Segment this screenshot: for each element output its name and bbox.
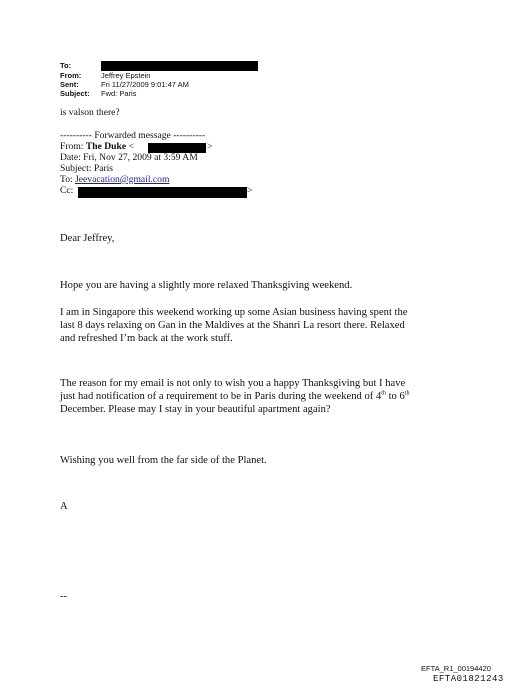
- header-to-label: To:: [60, 61, 72, 70]
- signature-dashes: --: [60, 591, 68, 602]
- header-from-value: Jeffrey Epstein: [101, 71, 151, 80]
- footer-bates-id-2: EFTA01821243: [433, 674, 504, 684]
- letter-greeting: Dear Jeffrey,: [60, 233, 115, 244]
- letter-signoff: A: [60, 501, 68, 512]
- question-line: is valson there?: [60, 107, 120, 118]
- letter-paragraph-3-line-1: The reason for my email is not only to wish you a happy Thanksgiving but I have: [60, 378, 406, 389]
- footer-bates-id-1: EFTA_R1_00194420: [421, 664, 491, 673]
- letter-paragraph-3-line-3: December. Please may I stay in your beautiful apartment again?: [60, 404, 331, 415]
- header-sent-value: Fri 11/27/2009 9:01:47 AM: [101, 80, 189, 89]
- header-subject-label: Subject:: [60, 89, 90, 98]
- forward-cc-close: >: [247, 185, 253, 196]
- letter-paragraph-1: Hope you are having a slightly more relaxed Thanksgiving weekend.: [60, 280, 353, 291]
- forward-to: To: Jeevacation@gmail.com: [60, 174, 170, 185]
- forward-from: From: The Duke <: [60, 141, 134, 152]
- forward-from-name: The Duke: [85, 141, 127, 152]
- forward-to-email-link[interactable]: Jeevacation@gmail.com: [75, 174, 170, 185]
- forward-from-close: >: [207, 141, 213, 152]
- header-from-label: From:: [60, 71, 82, 80]
- header-sent-label: Sent:: [60, 80, 79, 89]
- redacted-cc: [78, 187, 247, 198]
- forward-cc: Cc:: [60, 185, 74, 196]
- letter-paragraph-3-line-2: just had notification of a requirement to be in Paris during the weekend of 4th to 6th: [60, 390, 410, 402]
- letter-paragraph-2-line-1: I am in Singapore this weekend working up some Asian business having spent the: [60, 307, 408, 318]
- redacted-to: [101, 61, 258, 71]
- forward-date: Date: Fri, Nov 27, 2009 at 3:59 AM: [60, 152, 198, 163]
- letter-paragraph-2-line-2: last 8 days relaxing on Gan in the Maldives at the Shanri La resort there. Relaxed: [60, 320, 405, 331]
- header-subject-value: Fwd: Paris: [101, 89, 137, 98]
- forward-separator: ---------- Forwarded message ----------: [60, 130, 206, 141]
- letter-paragraph-2-line-3: and refreshed I’m back at the work stuff.: [60, 333, 233, 344]
- forward-subject: Subject: Paris: [60, 163, 114, 174]
- letter-paragraph-4: Wishing you well from the far side of the Planet.: [60, 455, 267, 466]
